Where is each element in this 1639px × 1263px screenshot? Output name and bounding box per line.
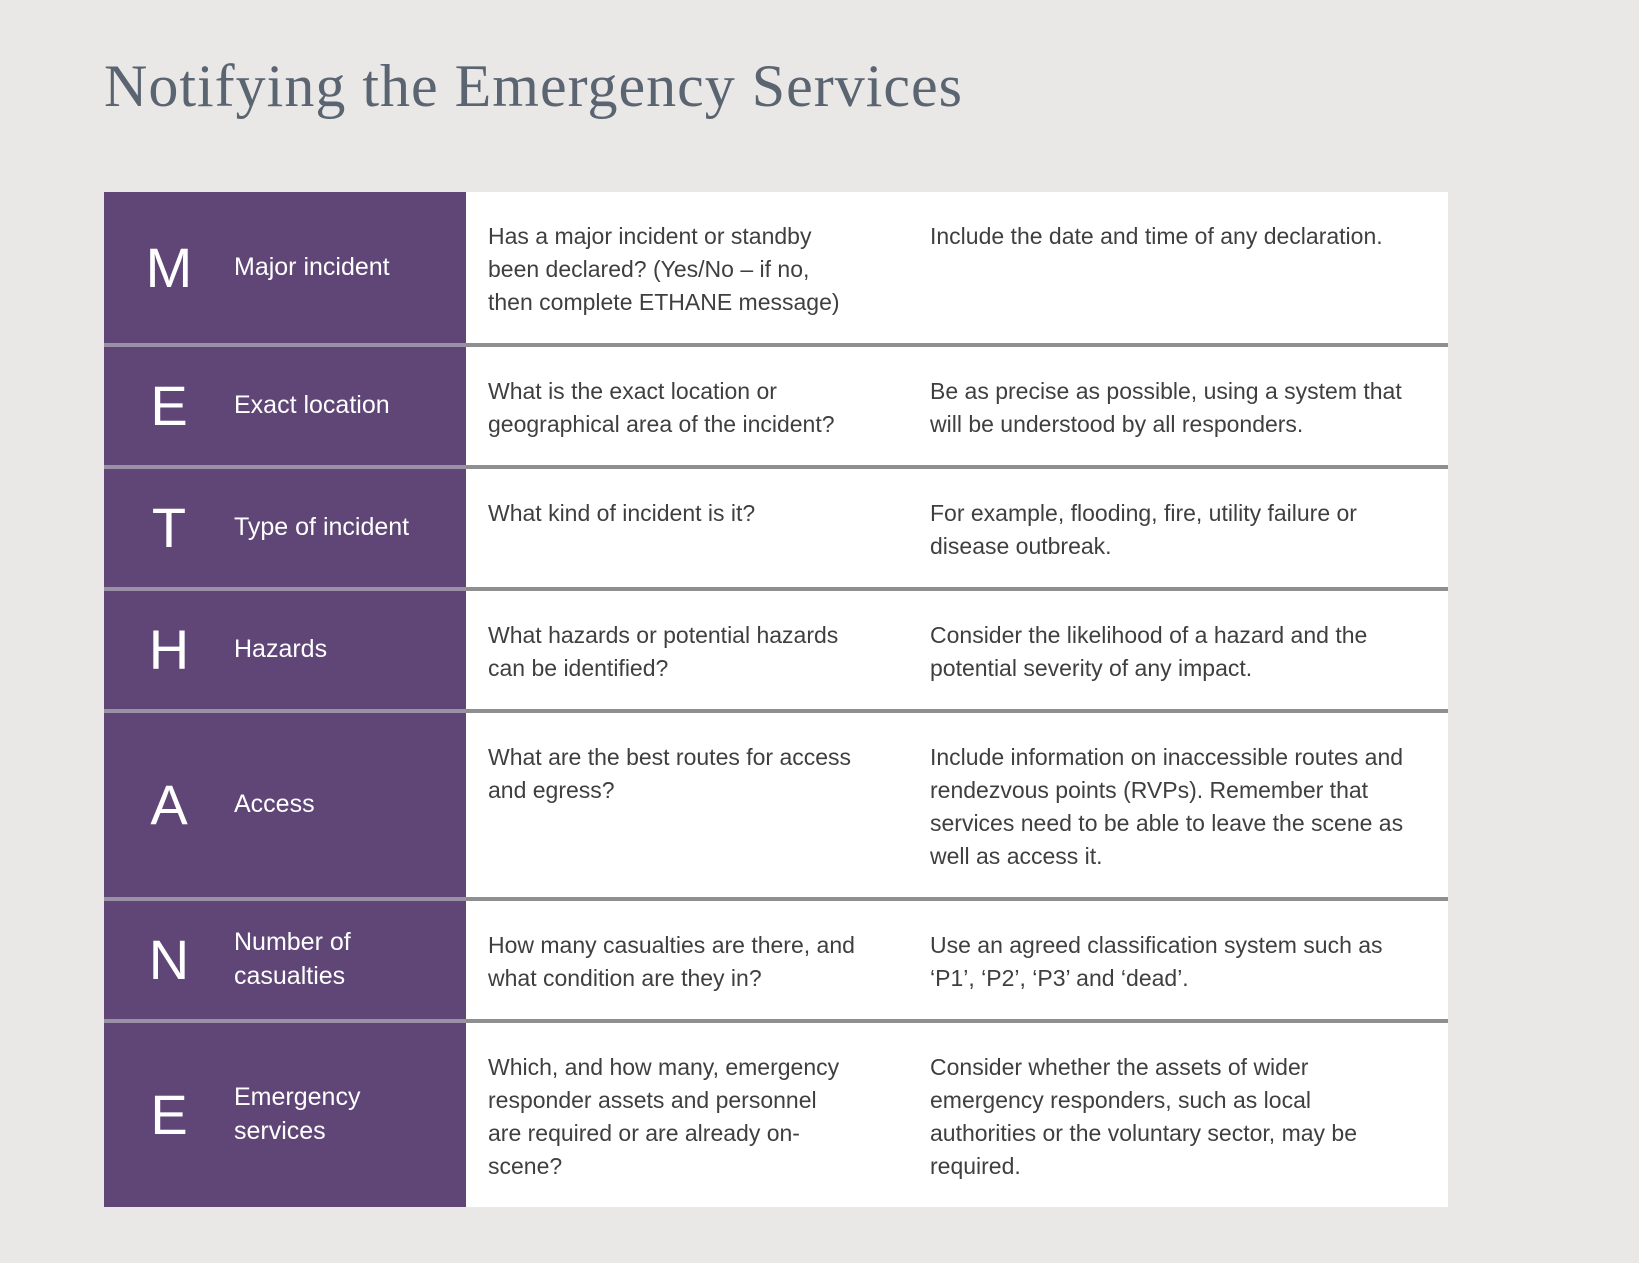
row-label: Emergency services xyxy=(234,1083,361,1145)
letter-cell xyxy=(104,465,466,587)
question-cell: What hazards or potential hazards can be identified? xyxy=(466,587,886,709)
guidance-cell: Consider the likelihood of a hazard and the potential severity of any impact. xyxy=(886,587,1448,709)
letter-badge: A xyxy=(150,773,188,836)
table-row xyxy=(104,587,1448,709)
table-row xyxy=(104,465,1448,587)
guidance-cell: Include the date and time of any declaration. xyxy=(930,223,1383,249)
table-row xyxy=(104,709,1448,897)
question-cell: How many casualties are there, and what condition are they in? xyxy=(466,897,886,1019)
question-cell: Which, and how many, emergency responder assets and personnel are required or are already on-scene? xyxy=(466,1019,886,1207)
question-cell: What kind of incident is it? xyxy=(466,465,886,587)
letter-badge: N xyxy=(148,928,190,991)
guidance-cell: Be as precise as possible, using a system that will be understood by all responders. xyxy=(886,343,1448,465)
guidance-cell: Use an agreed classification system such as ‘P1’, ‘P2’, ‘P3’ and ‘dead’. xyxy=(886,897,1448,1019)
row-label: Hazards xyxy=(234,635,328,664)
methane-table xyxy=(104,192,1448,1207)
question-cell: What are the best routes for access and egress? xyxy=(466,709,886,897)
row-label: Major incident xyxy=(234,252,390,281)
letter-cell xyxy=(104,709,466,897)
letter-cell xyxy=(104,192,466,343)
row-label: Access xyxy=(234,790,315,819)
letter-badge: E xyxy=(150,1083,188,1146)
letter-cell xyxy=(104,343,466,465)
guidance-cell: For example, flooding, fire, utility failure or disease outbreak. xyxy=(886,465,1448,587)
guidance-cell: Include information on inaccessible routes and rendezvous points (RVPs). Remember that services need to be able to leave the scene as well as access it. xyxy=(886,709,1448,897)
table-row xyxy=(104,897,1448,1019)
question-cell: Has a major incident or standby been declared? (Yes/No – if no, then complete ETHANE message) xyxy=(488,223,840,315)
table-row xyxy=(104,343,1448,465)
page-title: Notifying the Emergency Services xyxy=(104,53,963,119)
letter-badge: H xyxy=(148,618,190,681)
row-label: Exact location xyxy=(234,391,390,420)
table-row xyxy=(104,192,1448,343)
letter-cell xyxy=(104,1019,466,1207)
letter-cell xyxy=(104,897,466,1019)
letter-badge: E xyxy=(150,374,188,437)
table-row xyxy=(104,1019,1448,1207)
row-label: Number of casualties xyxy=(234,928,351,990)
letter-badge: T xyxy=(151,496,187,559)
row-label: Type of incident xyxy=(234,513,410,542)
guidance-cell: Consider whether the assets of wider emergency responders, such as local authorities or the voluntary sector, may be required. xyxy=(886,1019,1448,1207)
letter-cell xyxy=(104,587,466,709)
question-cell: What is the exact location or geographical area of the incident? xyxy=(466,343,886,465)
letter-badge: M xyxy=(145,235,193,299)
